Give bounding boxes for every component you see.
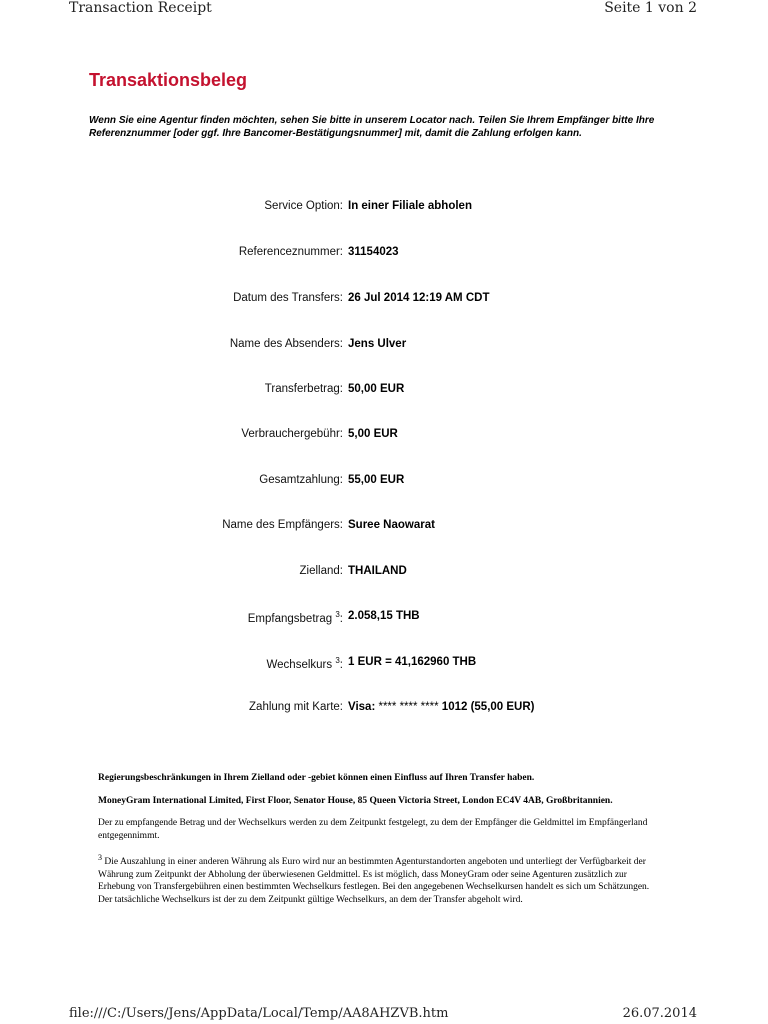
field-row-total-payment xyxy=(0,474,768,492)
field-label-text: Wechselkurs xyxy=(266,658,333,671)
field-value: 5,00 EUR xyxy=(348,428,398,440)
field-label: Referenceznummer: xyxy=(238,246,343,258)
card-number-mask: **** **** **** xyxy=(378,701,439,713)
field-label: Datum des Transfers: xyxy=(233,292,343,304)
field-label: Name des Absenders: xyxy=(229,338,343,350)
field-row-exchange-rate xyxy=(0,656,768,674)
field-label: Zielland: xyxy=(299,565,343,577)
field-label: Zahlung mit Karte: xyxy=(249,701,343,713)
field-row-service-option xyxy=(0,200,768,218)
field-row-card-payment xyxy=(0,701,768,719)
footnote-marker: 3 xyxy=(335,656,340,665)
print-header-page-number: Seite 1 von 2 xyxy=(604,0,697,16)
field-label-colon: : xyxy=(339,612,343,625)
field-value: In einer Filiale abholen xyxy=(348,200,472,212)
field-row-destination-country xyxy=(0,565,768,583)
field-row-transfer-date xyxy=(0,292,768,310)
legal-notes xyxy=(98,772,658,916)
field-value: 50,00 EUR xyxy=(348,383,405,395)
field-value: Jens Ulver xyxy=(348,338,407,350)
print-header-title: Transaction Receipt xyxy=(69,0,212,16)
field-row-sender-name xyxy=(0,338,768,356)
field-value: 26 Jul 2014 12:19 AM CDT xyxy=(348,292,490,304)
field-row-consumer-fee xyxy=(0,428,768,446)
field-value: 31154023 xyxy=(348,246,399,258)
field-value: THAILAND xyxy=(348,565,407,577)
field-value: 2.058,15 THB xyxy=(348,610,420,622)
field-label: Verbrauchergebühr: xyxy=(241,428,343,440)
amount-note: Der zu empfangende Betrag und der Wechselkurs werden zu dem Zeitpunkt festgelegt, zu dem der Empfänger die Geldmittel im Empfängerland entgegennimmt. xyxy=(98,818,648,841)
footnote-marker: 3 xyxy=(335,610,340,619)
field-label-text: Empfangsbetrag xyxy=(247,612,333,625)
field-label xyxy=(248,610,343,625)
field-label: Transferbetrag: xyxy=(264,383,343,395)
field-label-colon: : xyxy=(339,658,343,671)
field-label: Name des Empfängers: xyxy=(222,519,343,531)
page-title: Transaktionsbeleg xyxy=(89,70,248,90)
print-footer-date: 26.07.2014 xyxy=(622,1006,697,1021)
field-row-receive-amount xyxy=(0,610,768,628)
field-value: 55,00 EUR xyxy=(348,474,405,486)
footnote-3 xyxy=(98,852,658,906)
footnote-text: Die Auszahlung in einer anderen Währung als Euro wird nur an bestimmten Agenturstandorten angeboten und unterliegt der Verfügbarkeit der Währung zum Zeitpunkt der Abholung der überwiesenen Geldmittel. Es ist möglich, dass MoneyGram oder seine Agenturen zusätzlich zur Erhebung von Transfergebühren einen bestimmten Wechselkurs festlegen. Bei den angegebenen Wechselkursen handelt es sich um Schätzungen. Der tatsächliche Wechselkurs ist der zu dem Zeitpunkt gültige Wechselkurs, an dem der Transfer abgeholt wird. xyxy=(98,857,650,905)
field-row-reference-number xyxy=(0,246,768,264)
restriction-note: Regierungsbeschränkungen in Ihrem Zielland oder -gebiet können einen Einfluss auf Ihren Transfer haben. xyxy=(98,773,535,783)
field-row-transfer-amount xyxy=(0,383,768,401)
field-row-recipient-name xyxy=(0,519,768,537)
intro-text: Wenn Sie eine Agentur finden möchten, sehen Sie bitte in unserem Locator nach. Teilen Sie Ihrem Empfänger bitte Ihre Referenznummer [oder ggf. Ihre Bancomer-Bestätigungsnummer] mit, damit die Zahlung erfolgen kann. xyxy=(89,115,655,139)
company-address: MoneyGram International Limited, First Floor, Senator House, 85 Queen Victoria Street, London EC4V 4AB, Großbritannien. xyxy=(98,795,613,806)
card-type: Visa: xyxy=(348,701,376,713)
card-last-digits: 1012 (55,00 EUR) xyxy=(441,701,535,713)
field-label xyxy=(267,656,343,671)
footnote-marker: 3 xyxy=(98,853,102,862)
field-label: Service Option: xyxy=(264,200,343,212)
field-label: Gesamtzahlung: xyxy=(259,474,343,486)
field-value xyxy=(348,701,535,713)
field-value: 1 EUR = 41,162960 THB xyxy=(348,656,477,668)
print-footer-file-path: file:///C:/Users/Jens/AppData/Local/Temp/AA8AHZVB.htm xyxy=(69,1006,449,1021)
field-value: Suree Naowarat xyxy=(348,519,435,531)
